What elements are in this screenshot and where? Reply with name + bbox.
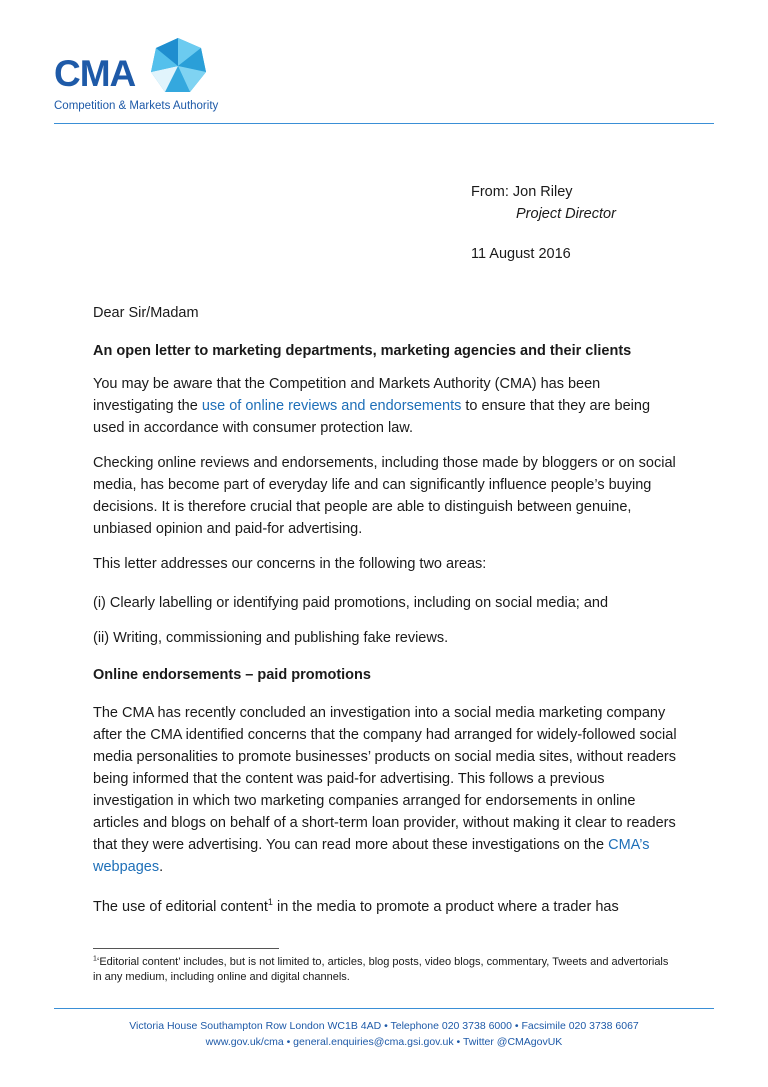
cma-logo — [54, 34, 234, 114]
concern-item-2: (ii) Writing, commissioning and publishing fake reviews. — [93, 630, 449, 646]
paragraph-context: Checking online reviews and endorsements, including those made by bloggers or on social media, has become part of everyday life and can significantly influence people’s buying decisions. It is therefore crucial that people are able to distinguish between genuine, unbiased opinion and paid-for advertising. — [93, 455, 676, 537]
footnote-ref[interactable]: 1 — [267, 897, 273, 908]
letter-subject: An open letter to marketing departments, marketing agencies and their clients — [93, 343, 632, 359]
logo-letters: CMA — [54, 53, 136, 94]
footer-address: Victoria House Southampton Row London WC1B 4AD • Telephone 020 3738 6000 • Facsimile 020 3738 6067 — [129, 1020, 639, 1032]
sender-block — [471, 181, 616, 225]
salutation: Dear Sir/Madam — [93, 305, 199, 321]
paragraph-investigation: The CMA has recently concluded an investigation into a social media marketing company after the CMA identified concerns that the company had arranged for widely-followed social media personalities to promote businesses’ products on social media sites, without readers being informed that the content was paid-for advertising. This follows a previous investigation in which two marketing companies arranged for endorsements in online articles and blogs on behalf of a short-term loan provider, without making it clear to readers that they were advertising. You can read more about these investigations on the CMA’s webpages. — [93, 705, 677, 875]
concern-item-1: (i) Clearly labelling or identifying paid promotions, including on social media; and — [93, 595, 609, 611]
footnote-divider — [93, 948, 279, 949]
header-divider — [54, 123, 714, 124]
paragraph-intro: You may be aware that the Competition and Markets Authority (CMA) has been investigating the use of online reviews and endorsements to ensure that they are being used in accordance with consumer protection law. — [93, 376, 651, 436]
logo-subtitle: Competition & Markets Authority — [54, 100, 219, 112]
footer-divider — [54, 1008, 714, 1009]
letter-date: 11 August 2016 — [471, 246, 571, 262]
paragraph-concerns: This letter addresses our concerns in the following two areas: — [93, 556, 487, 572]
cma-webpages-link[interactable]: CMA’s webpages — [93, 837, 650, 875]
paragraph-editorial: The use of editorial content$^1$ in the media to promote a product where a trader has — [93, 897, 619, 915]
sender-title: Project Director — [516, 206, 616, 222]
online-reviews-link[interactable]: use of online reviews and endorsements — [201, 398, 462, 414]
sender-name: Jon Riley — [512, 184, 573, 200]
section-heading: Online endorsements – paid promotions — [93, 667, 371, 683]
footnote-marker: 1 — [93, 955, 97, 963]
cma-logo-mark-icon — [148, 36, 208, 96]
footer-contact: www.gov.uk/cma • general.enquiries@cma.gsi.gov.uk • Twitter @CMAgovUK — [205, 1036, 563, 1048]
footnote-text: ‘Editorial content’ includes, but is not limited to, articles, blog posts, video blogs, commentary, Tweets and advertorials in any medium, including online and digital channels. — [93, 956, 669, 983]
from-label: From: — [471, 184, 509, 200]
footnote — [93, 955, 673, 985]
sender-line — [471, 181, 616, 203]
